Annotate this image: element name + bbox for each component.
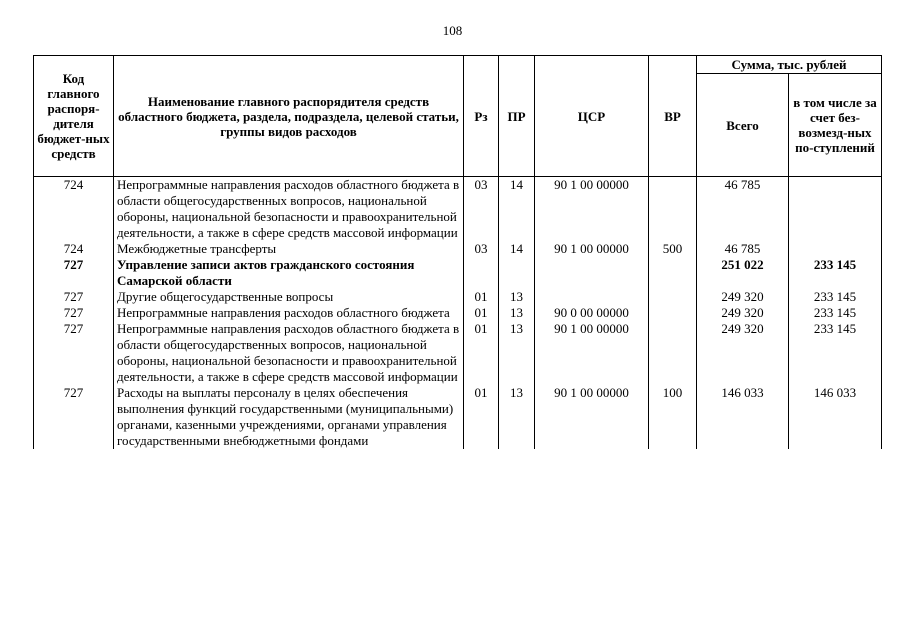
table-body xyxy=(34,177,882,450)
cell-code: 727 xyxy=(34,321,114,385)
cell-total: 249 320 xyxy=(697,289,789,305)
cell-code: 724 xyxy=(34,177,114,242)
cell-code: 727 xyxy=(34,257,114,289)
cell-total: 46 785 xyxy=(697,241,789,257)
table-row xyxy=(34,385,882,449)
header-code: Код главного распоря-дителя бюджет-ных средств xyxy=(34,56,114,177)
cell-pr: 13 xyxy=(499,305,535,321)
cell-code: 724 xyxy=(34,241,114,257)
cell-vr xyxy=(649,321,697,385)
header-total: Всего xyxy=(697,74,789,177)
table-row xyxy=(34,177,882,242)
cell-total: 46 785 xyxy=(697,177,789,242)
cell-code: 727 xyxy=(34,289,114,305)
budget-table xyxy=(33,55,882,449)
cell-pr: 13 xyxy=(499,385,535,449)
cell-name: Управление записи актов гражданского состояния Самарской области xyxy=(114,257,464,289)
table-row xyxy=(34,289,882,305)
cell-csr xyxy=(535,289,649,305)
cell-vr: 500 xyxy=(649,241,697,257)
cell-name: Расходы на выплаты персоналу в целях обеспечения выполнения функций государственными (муниципальными) органами, казенными учреждениями, органами управления государственными внебюджетными фондами xyxy=(114,385,464,449)
header-vr: ВР xyxy=(649,56,697,177)
table-row xyxy=(34,241,882,257)
cell-free xyxy=(789,177,882,242)
header-csr: ЦСР xyxy=(535,56,649,177)
header-rz: Рз xyxy=(464,56,499,177)
cell-csr: 90 1 00 00000 xyxy=(535,177,649,242)
cell-pr xyxy=(499,257,535,289)
cell-name: Непрограммные направления расходов областного бюджета в области общегосударственных вопросов, национальной обороны, национальной безопасности и правоохранительной деятельности, а также в сфере средств массовой информации xyxy=(114,321,464,385)
header-name: Наименование главного распорядителя средств областного бюджета, раздела, подраздела, целевой статьи, группы видов расходов xyxy=(114,56,464,177)
header-pr: ПР xyxy=(499,56,535,177)
cell-csr: 90 1 00 00000 xyxy=(535,241,649,257)
cell-vr xyxy=(649,177,697,242)
cell-total: 249 320 xyxy=(697,305,789,321)
cell-pr: 13 xyxy=(499,289,535,305)
cell-total: 249 320 xyxy=(697,321,789,385)
cell-name: Непрограммные направления расходов областного бюджета в области общегосударственных вопросов, национальной обороны, национальной безопасности и правоохранительной деятельности, а также в сфере средств массовой информации xyxy=(114,177,464,242)
cell-rz xyxy=(464,257,499,289)
cell-code: 727 xyxy=(34,305,114,321)
cell-vr xyxy=(649,289,697,305)
cell-rz: 01 xyxy=(464,385,499,449)
cell-free: 233 145 xyxy=(789,305,882,321)
cell-free: 233 145 xyxy=(789,289,882,305)
header-sum: Сумма, тыс. рублей xyxy=(697,56,882,74)
table-row xyxy=(34,257,882,289)
table-header xyxy=(34,56,882,177)
cell-rz: 03 xyxy=(464,241,499,257)
cell-name: Межбюджетные трансферты xyxy=(114,241,464,257)
cell-csr xyxy=(535,257,649,289)
page-number: 108 xyxy=(442,23,463,38)
cell-vr xyxy=(649,257,697,289)
cell-free: 146 033 xyxy=(789,385,882,449)
cell-total: 146 033 xyxy=(697,385,789,449)
cell-pr: 13 xyxy=(499,321,535,385)
cell-total: 251 022 xyxy=(697,257,789,289)
cell-csr: 90 1 00 00000 xyxy=(535,385,649,449)
cell-rz: 01 xyxy=(464,321,499,385)
cell-vr xyxy=(649,305,697,321)
cell-code: 727 xyxy=(34,385,114,449)
cell-name: Непрограммные направления расходов областного бюджета xyxy=(114,305,464,321)
cell-rz: 01 xyxy=(464,289,499,305)
header-free: в том числе за счет без-возмезд-ных по-ступлений xyxy=(789,74,882,177)
table-row xyxy=(34,305,882,321)
cell-free xyxy=(789,241,882,257)
cell-free: 233 145 xyxy=(789,321,882,385)
cell-rz: 03 xyxy=(464,177,499,242)
cell-rz: 01 xyxy=(464,305,499,321)
cell-csr: 90 1 00 00000 xyxy=(535,321,649,385)
cell-vr: 100 xyxy=(649,385,697,449)
cell-pr: 14 xyxy=(499,241,535,257)
cell-free: 233 145 xyxy=(789,257,882,289)
cell-pr: 14 xyxy=(499,177,535,242)
cell-name: Другие общегосударственные вопросы xyxy=(114,289,464,305)
table-row xyxy=(34,321,882,385)
cell-csr: 90 0 00 00000 xyxy=(535,305,649,321)
